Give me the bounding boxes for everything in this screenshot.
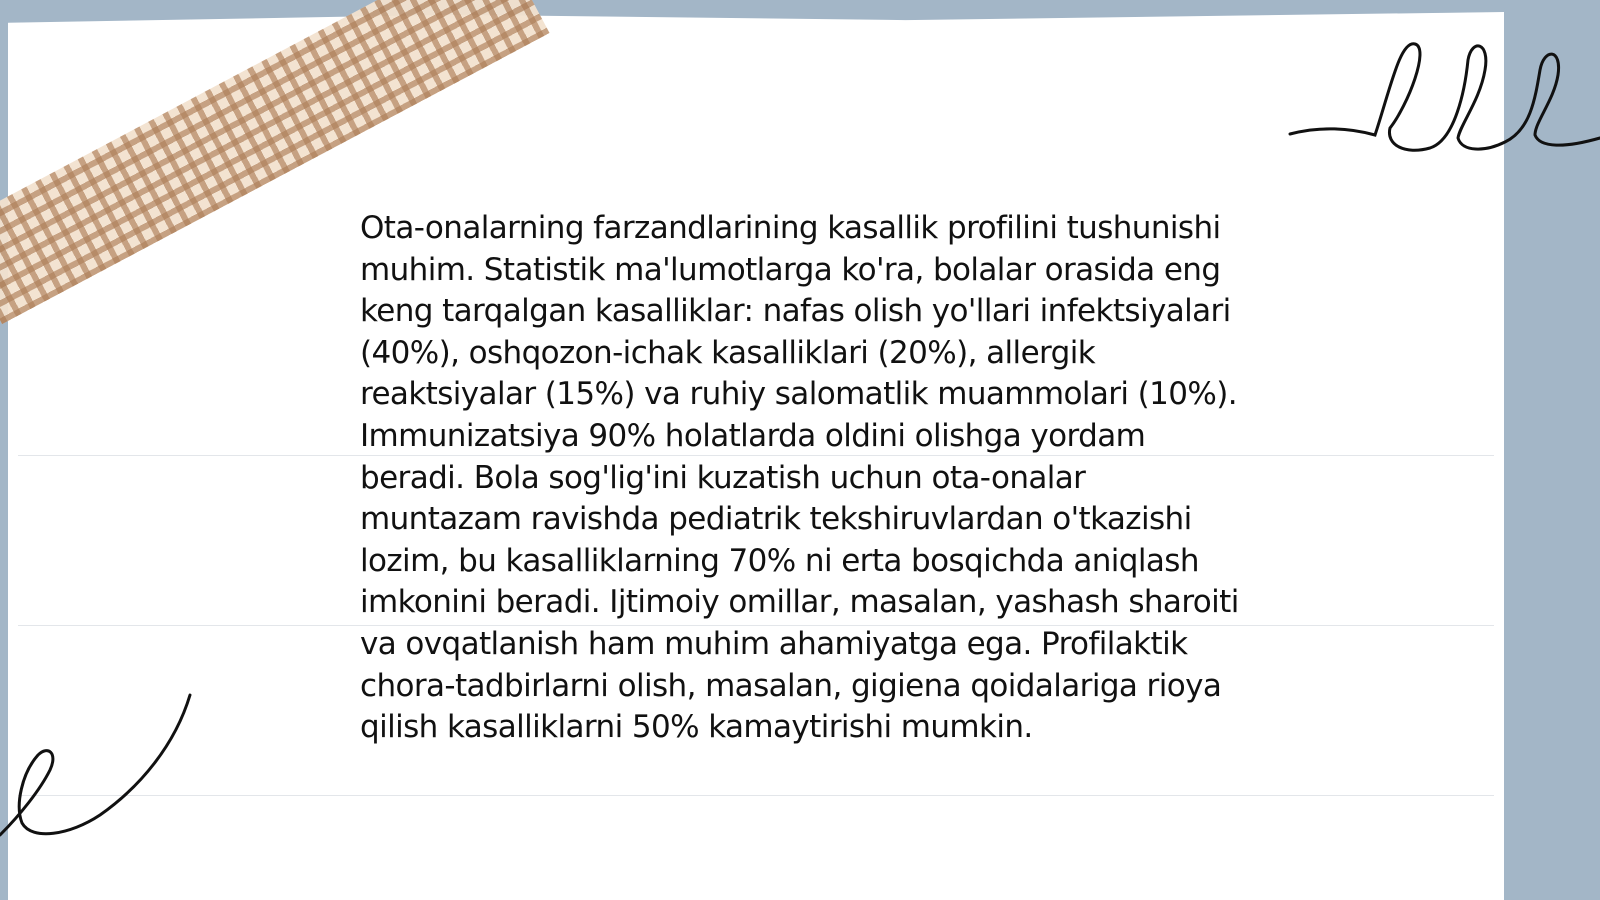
loop-scribble-top-right	[1290, 30, 1600, 160]
paper-rule-line	[18, 795, 1494, 796]
body-paragraph: Ota-onalarning farzandlarining kasallik profilini tushunishi muhim. Statistik ma'lumotlarga ko'ra, bolalar orasida eng keng tarqalgan kasalliklar: nafas olish yo'llari infektsiyalari (40%), oshqozon-ichak kasalliklari (20%), allergik reaktsiyalar (15%) va ruhiy salomatlik muammolari (10%). Immunizatsiya 90% holatlarda oldini olishga yordam beradi. Bola sog'lig'ini kuzatish uchun ota-onalar muntazam ravishda pediatrik tekshiruvlardan o'tkazishi lozim, bu kasalliklarning 70% ni erta bosqichda aniqlash imkonini beradi. Ijtimoiy omillar, masalan, yashash sharoiti va ovqatlanish ham muhim ahamiyatga ega. Profilaktik chora-tadbirlarni olish, masalan, gigiena qoidalariga rioya qilish kasalliklarni 50% kamaytirishi mumkin.	[360, 210, 1239, 746]
loop-scribble-bottom-left	[0, 695, 200, 845]
